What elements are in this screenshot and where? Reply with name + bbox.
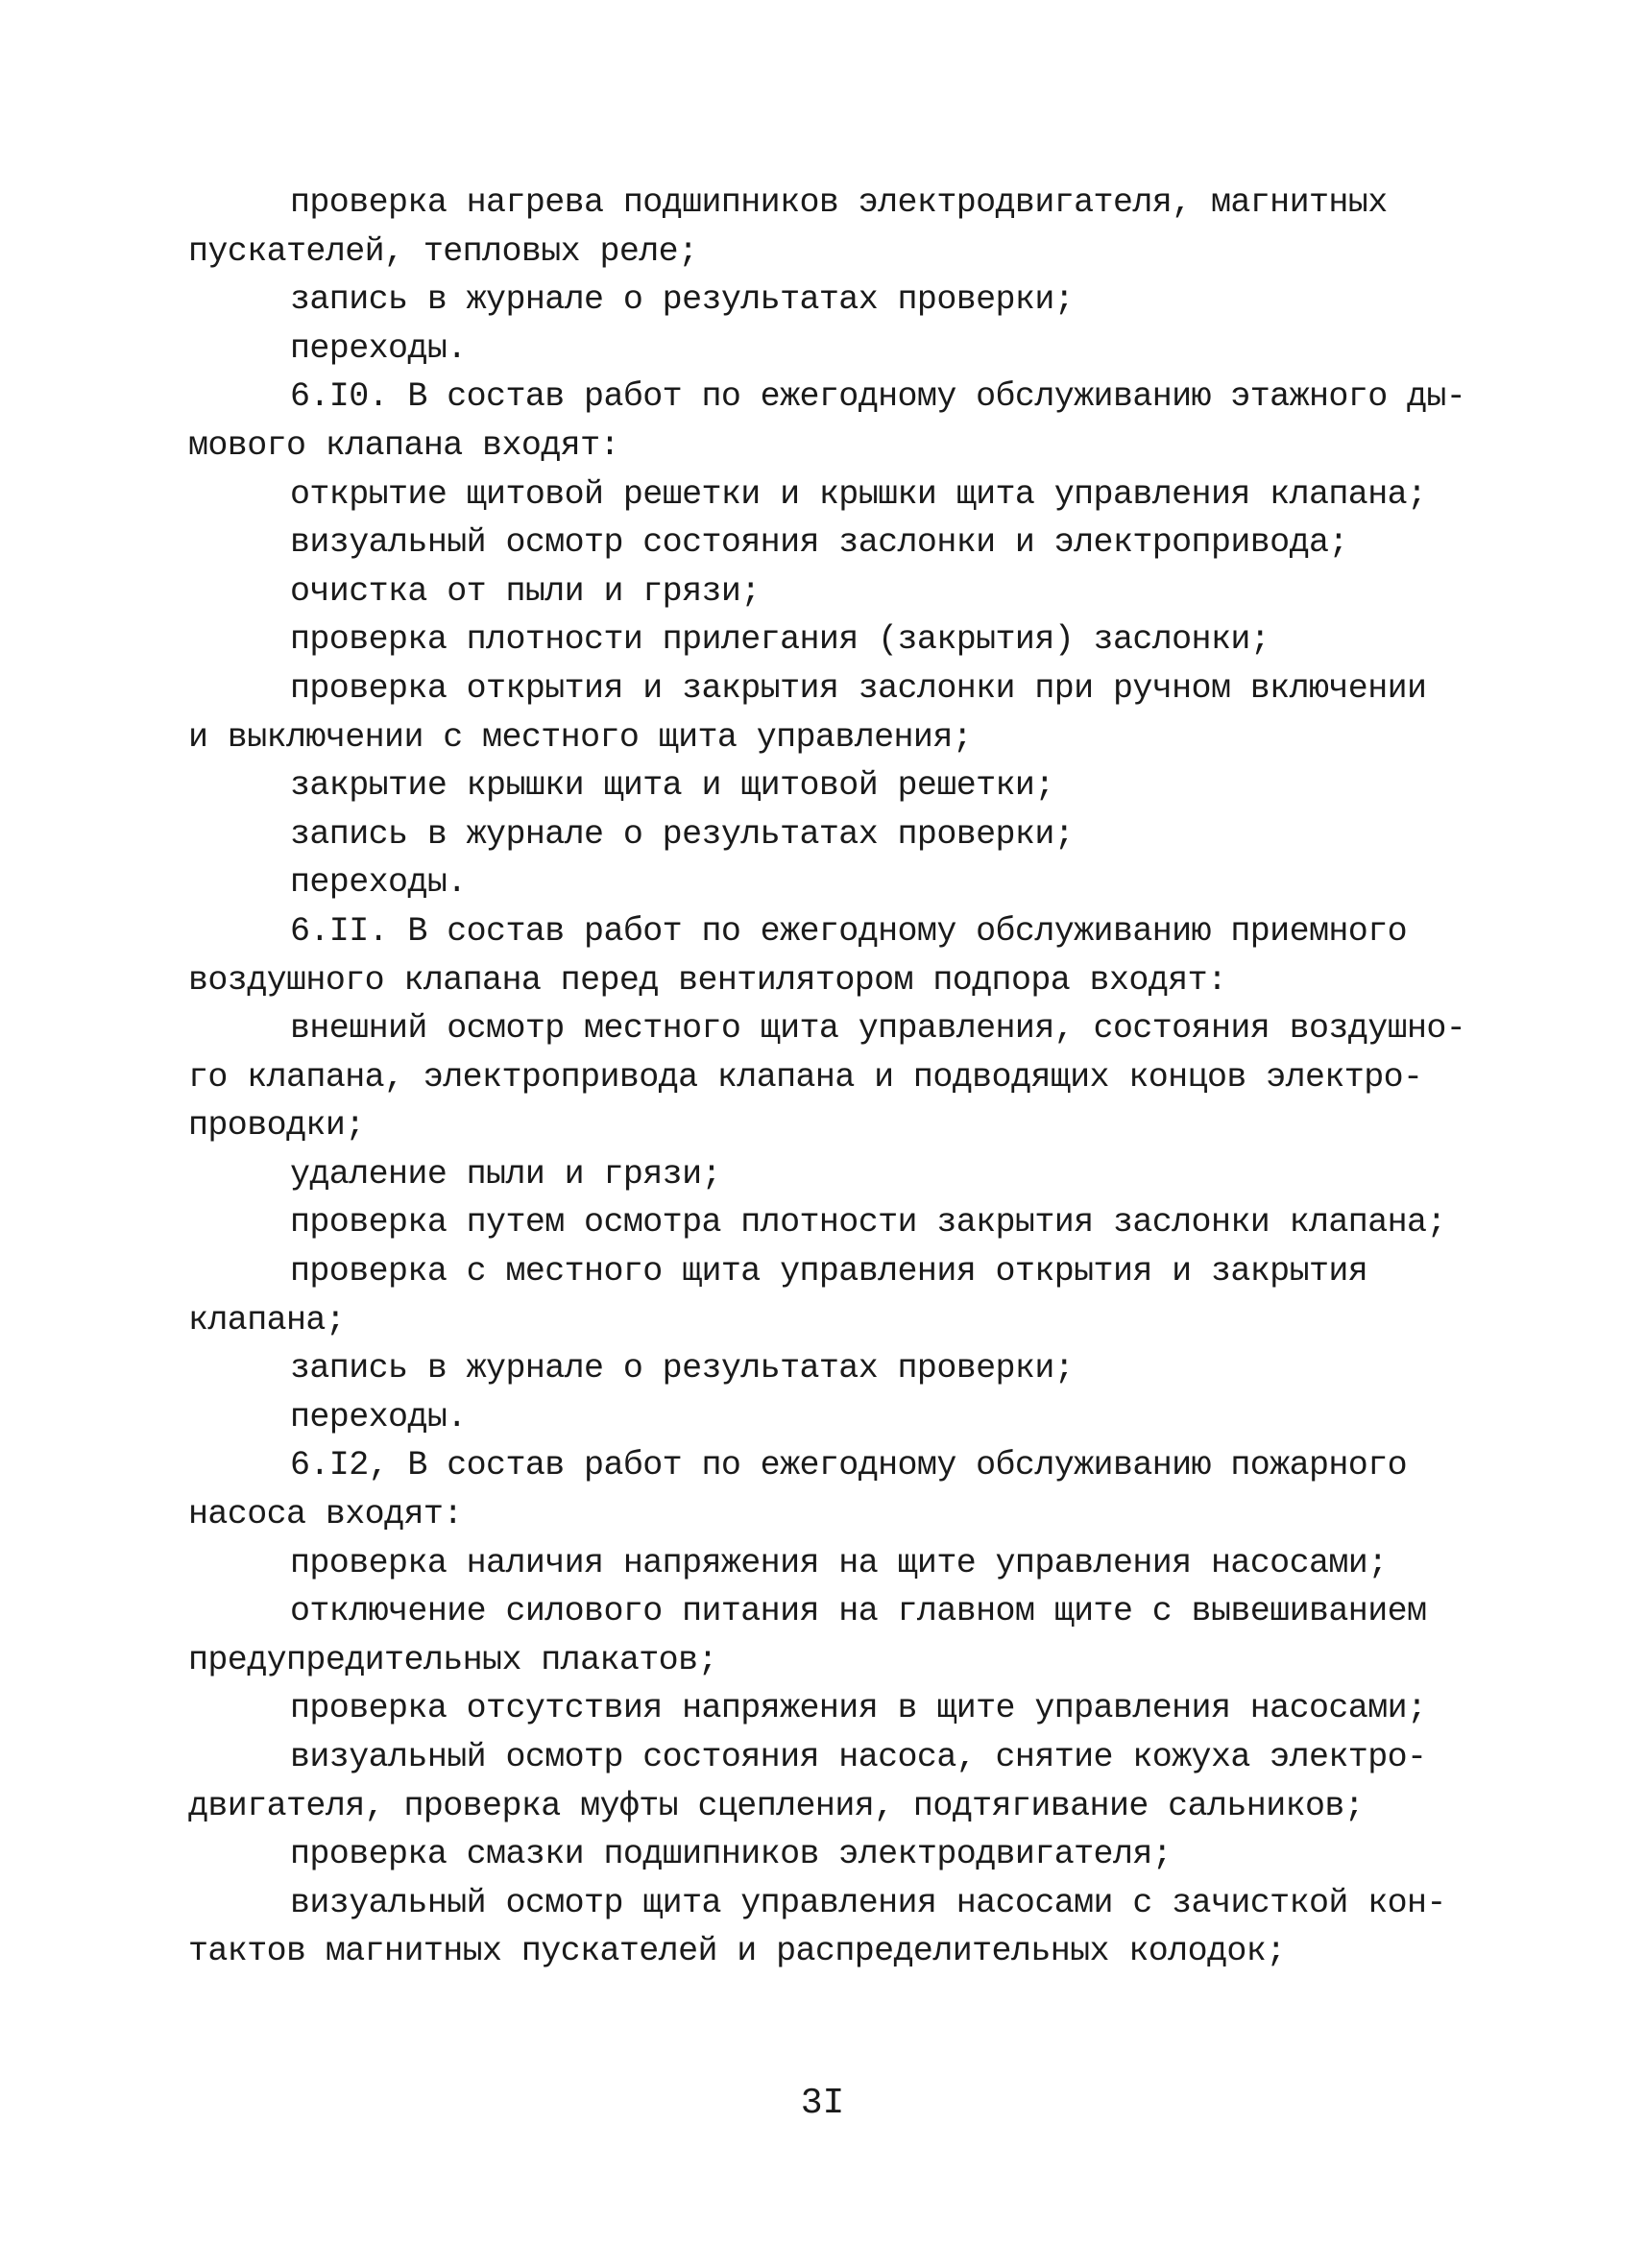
body-text [188,179,1475,1976]
text-line: предупредительных плакатов; [188,1640,717,1679]
text-line: запись в журнале о результатах проверки; [290,814,1075,854]
section-heading-6-10: 6.I0. В состав работ по ежегодному обслуживанию этажного ды- [290,377,1466,417]
text-line: открытие щитовой решетки и крышки щита управления клапана; [290,474,1427,514]
text-line: визуальный осмотр состояния заслонки и электропривода; [290,523,1348,563]
text-line: удаление пыли и грязи; [290,1154,721,1194]
text-line: проверка наличия напряжения на щите управления насосами; [290,1543,1388,1582]
text-line: переходы. [290,1397,467,1436]
text-line: мового клапана входят: [188,425,619,465]
text-line: переходы. [290,863,467,903]
text-line: насоса входят: [188,1495,463,1534]
text-line: проверка отсутствия напряжения в щите управления насосами; [290,1689,1427,1728]
text-line: проверка путем осмотра плотности закрытия заслонки клапана; [290,1203,1446,1243]
text-line: запись в журнале о результатах проверки; [290,1349,1075,1388]
text-line: внешний осмотр местного щита управления, состояния воздушно- [290,1009,1466,1049]
text-line: запись в журнале о результатах проверки; [290,280,1075,320]
text-line: визуальный осмотр состояния насоса, снятие кожуха электро- [290,1738,1427,1776]
text-line: и выключении с местного щита управления; [188,717,973,757]
text-line: отключение силового питания на главном щите с вывешиванием [290,1592,1427,1631]
text-line: закрытие крышки щита и щитовой решетки; [290,766,1054,806]
text-line: проверка плотности прилегания (закрытия) заслонки; [290,620,1270,660]
text-line: го клапана, электропривода клапана и подводящих концов электро- [188,1057,1423,1097]
text-line: проверка открытия и закрытия заслонки при ручном включении [290,668,1427,708]
section-heading-6-12: 6.I2, В состав работ по ежегодному обслуживанию пожарного [290,1446,1407,1485]
text-line: проводки; [188,1106,365,1146]
text-line: визуальный осмотр щита управления насосами с зачисткой кон- [290,1883,1446,1922]
text-line: пускателей, тепловых реле; [188,231,698,271]
text-line: переходы. [290,328,467,368]
page-number: 3I [800,2083,845,2124]
text-line: проверка с местного щита управления открытия и закрытия [290,1252,1368,1291]
text-line: тактов магнитных пускателей и распределительных колодок; [188,1932,1286,1971]
text-line: проверка нагрева подшипников электродвигателя, магнитных [290,183,1388,222]
section-heading-6-11: 6.II. В состав работ по ежегодному обслуживанию приемного [290,911,1407,951]
text-line: двигателя, проверка муфты сцепления, подтягивание сальников; [188,1786,1365,1825]
text-line: проверка смазки подшипников электродвигателя; [290,1835,1173,1874]
text-line: очистка от пыли и грязи; [290,571,761,611]
text-line: клапана; [188,1300,346,1339]
text-line: воздушного клапана перед вентилятором подпора входят: [188,960,1227,1000]
